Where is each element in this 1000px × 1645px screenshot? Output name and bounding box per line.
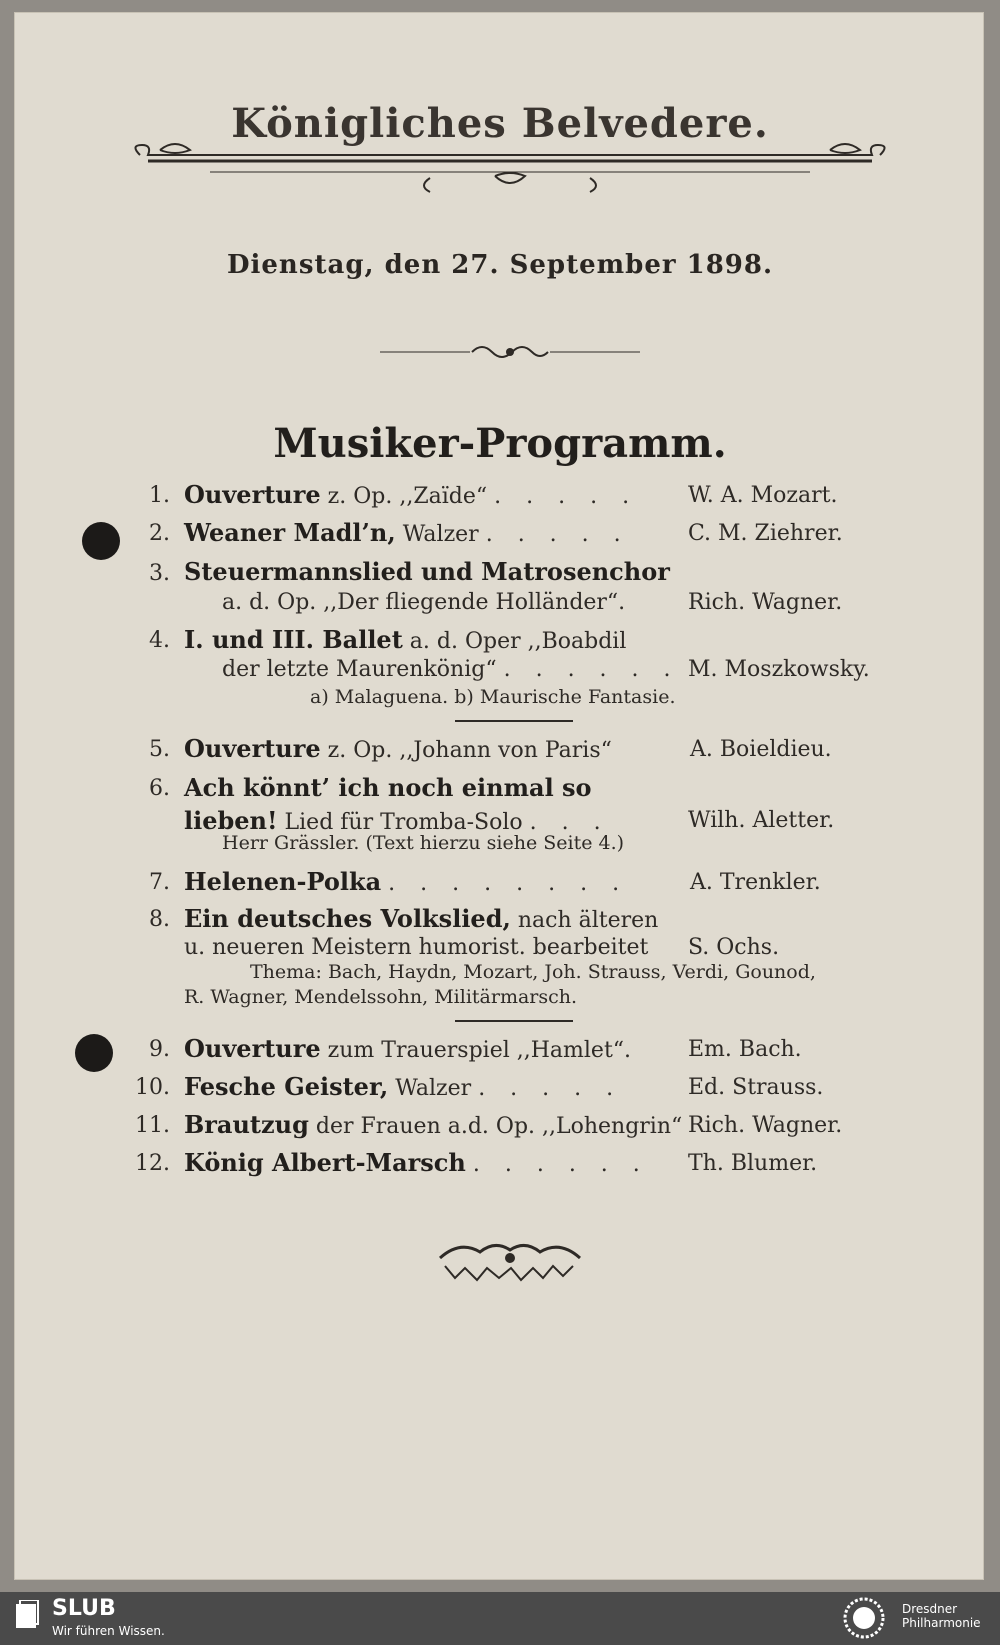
leader-dots: . . . . . bbox=[485, 522, 630, 547]
item-number: 8. bbox=[149, 907, 170, 932]
piece-title: Ouverture bbox=[184, 734, 321, 763]
item-number: 11. bbox=[135, 1113, 170, 1138]
partner-name bbox=[902, 1602, 981, 1630]
program-title: Musiker-Programm. bbox=[273, 420, 727, 467]
venue-title: Königliches Belvedere. bbox=[231, 100, 769, 147]
piece-movements: a) Malaguena. b) Maurische Fantasie. bbox=[310, 686, 676, 708]
piece-detail: z. Op. ,,Johann von Paris“ bbox=[320, 738, 612, 763]
composer: Em. Bach. bbox=[688, 1037, 802, 1062]
item-number: 3. bbox=[149, 561, 170, 586]
piece-detail: der Frauen a.d. Op. ,,Lohengrin“ bbox=[308, 1114, 683, 1139]
piece-detail: z. Op. ,,Zaïde“ bbox=[320, 484, 488, 509]
item-number: 5. bbox=[149, 737, 170, 762]
piece-title: Helenen-Polka bbox=[184, 867, 382, 896]
concert-date: Dienstag, den 27. September 1898. bbox=[226, 250, 774, 280]
program-item-4 bbox=[184, 625, 626, 654]
item-number: 9. bbox=[149, 1037, 170, 1062]
composer: C. M. Ziehrer. bbox=[688, 521, 843, 546]
leader-dots: . . . . . . . . bbox=[388, 871, 629, 896]
composer: A. Trenkler. bbox=[690, 870, 821, 895]
item-number: 2. bbox=[149, 521, 170, 546]
punch-hole bbox=[75, 1034, 113, 1072]
composer: Wilh. Aletter. bbox=[688, 808, 835, 833]
piece-title: lieben! bbox=[184, 806, 278, 835]
piece-detail: der letzte Maurenkönig“ bbox=[222, 657, 497, 682]
piece-title: Weaner Madl’n, bbox=[184, 518, 396, 547]
partner-name-line-1: Dresdner bbox=[902, 1602, 958, 1616]
composer: M. Moszkowsky. bbox=[688, 657, 870, 682]
item-number: 7. bbox=[149, 870, 170, 895]
program-item-6 bbox=[184, 773, 592, 802]
piece-detail: nach älteren bbox=[510, 908, 659, 933]
item-number: 1. bbox=[149, 483, 170, 508]
piece-title: Brautzug bbox=[184, 1110, 309, 1139]
leader-dots: . . . . . bbox=[494, 484, 639, 509]
piece-detail: zum Trauerspiel ,,Hamlet“. bbox=[320, 1038, 632, 1063]
leader-dots: . . . bbox=[529, 810, 610, 835]
slub-name: SLUB bbox=[52, 1596, 116, 1621]
program-item-1 bbox=[184, 480, 638, 509]
piece-detail: a. d. Oper ,,Boabdil bbox=[402, 629, 627, 654]
header-ornament bbox=[130, 140, 890, 200]
book-icon bbox=[14, 1600, 40, 1630]
leader-dots: . . . . . . bbox=[503, 657, 680, 682]
section-divider bbox=[455, 1020, 573, 1022]
item-number: 10. bbox=[135, 1075, 170, 1100]
philharmonie-logo-icon bbox=[842, 1596, 886, 1640]
leader-dots: . . . . . bbox=[478, 1076, 623, 1101]
composer: W. A. Mozart. bbox=[688, 483, 838, 508]
composer: Rich. Wagner. bbox=[688, 590, 843, 615]
piece-title: Steuermannslied und Matrosenchor bbox=[184, 557, 670, 586]
program-item-8 bbox=[184, 904, 658, 933]
punch-hole bbox=[82, 522, 120, 560]
piece-title-continued bbox=[184, 806, 610, 835]
piece-detail-line bbox=[222, 657, 680, 682]
program-item-9 bbox=[184, 1034, 631, 1063]
theme-line: Thema: Bach, Haydn, Mozart, Joh. Strauss, Verdi, Gounod, bbox=[250, 961, 816, 983]
program-item-7 bbox=[184, 867, 628, 896]
item-number: 12. bbox=[135, 1151, 170, 1176]
performer-note: Herr Grässler. (Text hierzu siehe Seite 4.) bbox=[222, 832, 625, 854]
program-item-11 bbox=[184, 1110, 682, 1139]
piece-detail: u. neueren Meistern humorist. bearbeitet bbox=[184, 935, 649, 960]
program-item-12 bbox=[184, 1148, 649, 1177]
piece-title: Fesche Geister, bbox=[184, 1072, 389, 1101]
section-divider bbox=[455, 720, 573, 722]
partner-name-line-2: Philharmonie bbox=[902, 1616, 981, 1630]
piece-detail: Lied für Tromba-Solo bbox=[277, 810, 523, 835]
divider-ornament bbox=[380, 340, 640, 364]
piece-title: Ouverture bbox=[184, 480, 321, 509]
program-item-3 bbox=[184, 557, 670, 586]
theme-line: R. Wagner, Mendelssohn, Militärmarsch. bbox=[184, 986, 578, 1008]
piece-title: Ouverture bbox=[184, 1034, 321, 1063]
piece-title: König Albert-Marsch bbox=[184, 1148, 466, 1177]
piece-detail: Walzer bbox=[388, 1076, 472, 1101]
leader-dots: . . . . . . bbox=[472, 1152, 649, 1177]
program-item-5 bbox=[184, 734, 612, 763]
piece-detail: Walzer bbox=[395, 522, 479, 547]
footer-bar bbox=[0, 1592, 1000, 1645]
slub-tagline: Wir führen Wissen. bbox=[52, 1624, 165, 1638]
composer: S. Ochs. bbox=[688, 935, 780, 960]
piece-detail: a. d. Op. ,,Der fliegende Holländer“. bbox=[222, 590, 626, 615]
composer: Rich. Wagner. bbox=[688, 1113, 843, 1138]
item-number: 4. bbox=[149, 628, 170, 653]
composer: Ed. Strauss. bbox=[688, 1075, 824, 1100]
piece-title: Ein deutsches Volkslied, bbox=[184, 904, 511, 933]
item-number: 6. bbox=[149, 776, 170, 801]
program-item-10 bbox=[184, 1072, 622, 1101]
piece-title: Ach könnt’ ich noch einmal so bbox=[184, 773, 592, 802]
composer: A. Boieldieu. bbox=[690, 737, 832, 762]
composer: Th. Blumer. bbox=[688, 1151, 818, 1176]
closing-ornament bbox=[430, 1238, 590, 1288]
piece-title: I. und III. Ballet bbox=[184, 625, 403, 654]
program-item-2 bbox=[184, 518, 630, 547]
